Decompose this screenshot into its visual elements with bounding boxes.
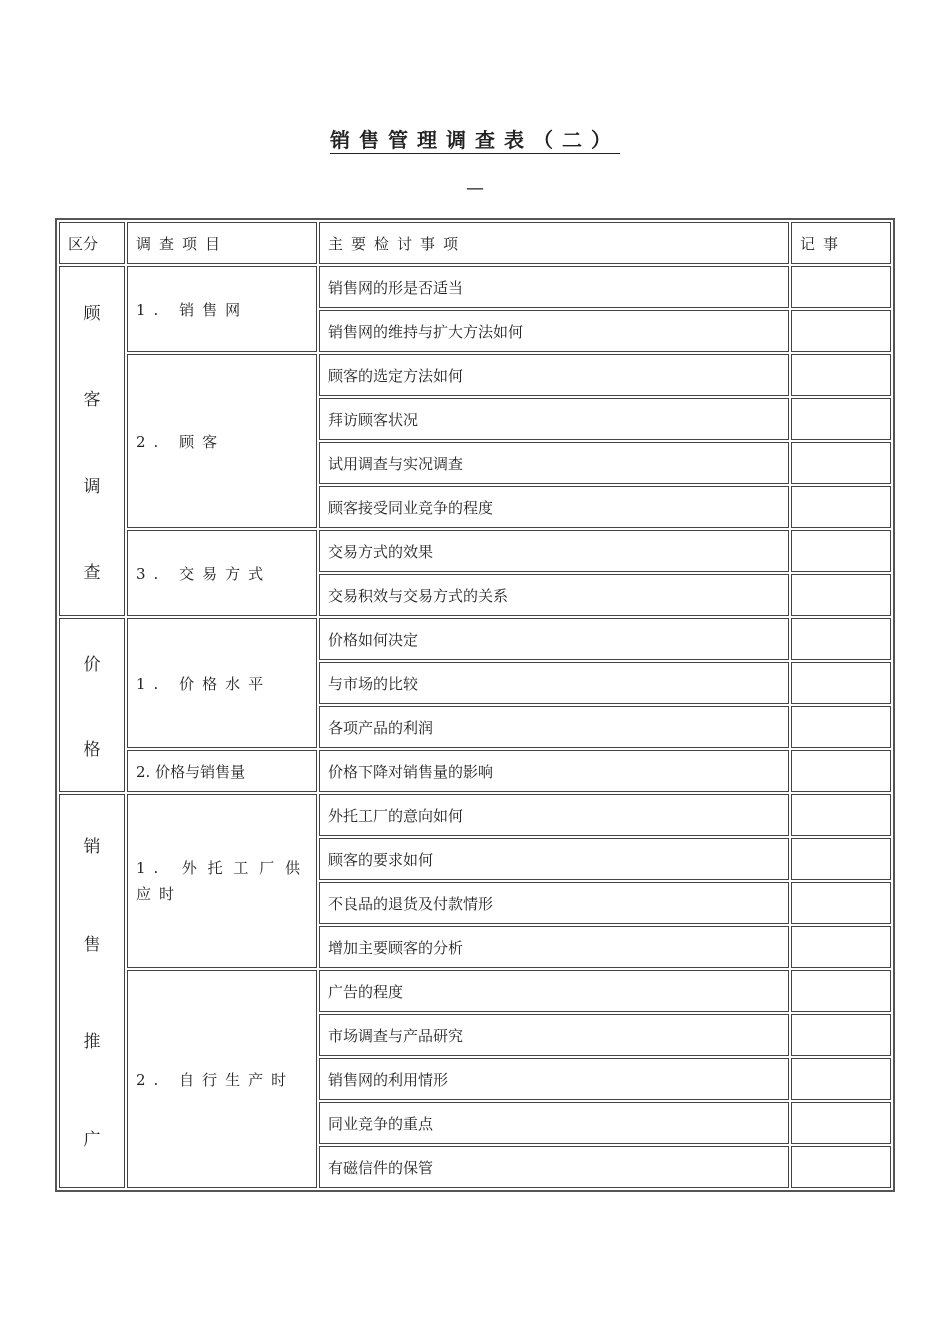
notes-cell[interactable] [791,1014,891,1056]
survey-table [55,218,895,1192]
notes-cell[interactable] [791,398,891,440]
notes-cell[interactable] [791,530,891,572]
item-cell: 1. 价格水平 [127,618,317,748]
notes-cell[interactable] [791,310,891,352]
notes-cell[interactable] [791,794,891,836]
table-row [59,794,891,836]
notes-cell[interactable] [791,1102,891,1144]
category-char: 推 [83,1032,101,1053]
notes-cell[interactable] [791,838,891,880]
item-cell: 2. 价格与销售量 [127,750,317,792]
table-row [59,266,891,308]
notes-cell[interactable] [791,442,891,484]
table-row [59,618,891,660]
table-row [59,530,891,572]
category-cell [59,618,125,792]
notes-cell[interactable] [791,662,891,704]
notes-cell[interactable] [791,750,891,792]
notes-cell[interactable] [791,1058,891,1100]
page-title: 销售管理调查表（二） [330,128,620,152]
category-char: 客 [83,390,101,411]
check-cell: 增加主要顾客的分析 [319,926,789,968]
check-cell: 销售网的维持与扩大方法如何 [319,310,789,352]
header-check: 主要检讨事项 [319,222,789,264]
table-row [59,750,891,792]
notes-cell[interactable] [791,926,891,968]
check-cell: 交易积效与交易方式的关系 [319,574,789,616]
category-char: 广 [83,1129,101,1150]
category-char: 查 [83,563,101,584]
item-cell: 2. 顾客 [127,354,317,528]
item-cell: 1. 外托工厂供应时 [127,794,317,968]
notes-cell[interactable] [791,1146,891,1188]
header-row [59,222,891,264]
check-cell: 市场调查与产品研究 [319,1014,789,1056]
category-cell [59,794,125,1188]
item-cell: 2. 自行生产时 [127,970,317,1188]
check-cell: 顾客接受同业竞争的程度 [319,486,789,528]
check-cell: 与市场的比较 [319,662,789,704]
table-row [59,354,891,396]
check-cell: 试用调查与实况调查 [319,442,789,484]
header-category: 区分 [59,222,125,264]
check-cell: 外托工厂的意向如何 [319,794,789,836]
item-cell: 1. 销售网 [127,266,317,352]
check-cell: 拜访顾客状况 [319,398,789,440]
check-cell: 同业竞争的重点 [319,1102,789,1144]
table-row [59,970,891,1012]
notes-cell[interactable] [791,706,891,748]
header-item: 调查项目 [127,222,317,264]
check-cell: 顾客的选定方法如何 [319,354,789,396]
title-dash: — [466,178,484,199]
check-cell: 销售网的形是否适当 [319,266,789,308]
header-notes: 记事 [791,222,891,264]
check-cell: 价格下降对销售量的影响 [319,750,789,792]
notes-cell[interactable] [791,266,891,308]
category-char: 格 [83,740,101,760]
category-char: 销 [83,837,101,858]
check-cell: 各项产品的利润 [319,706,789,748]
item-cell: 3. 交易方式 [127,530,317,616]
check-cell: 有磁信件的保管 [319,1146,789,1188]
category-char: 价 [83,655,101,675]
notes-cell[interactable] [791,882,891,924]
category-char: 顾 [83,303,101,324]
category-char: 售 [83,934,101,955]
check-cell: 顾客的要求如何 [319,838,789,880]
check-cell: 销售网的利用情形 [319,1058,789,1100]
notes-cell[interactable] [791,970,891,1012]
check-cell: 交易方式的效果 [319,530,789,572]
check-cell: 价格如何决定 [319,618,789,660]
check-cell: 广告的程度 [319,970,789,1012]
category-cell [59,266,125,616]
category-char: 调 [83,476,101,497]
notes-cell[interactable] [791,354,891,396]
notes-cell[interactable] [791,574,891,616]
notes-cell[interactable] [791,618,891,660]
check-cell: 不良品的退货及付款情形 [319,882,789,924]
notes-cell[interactable] [791,486,891,528]
